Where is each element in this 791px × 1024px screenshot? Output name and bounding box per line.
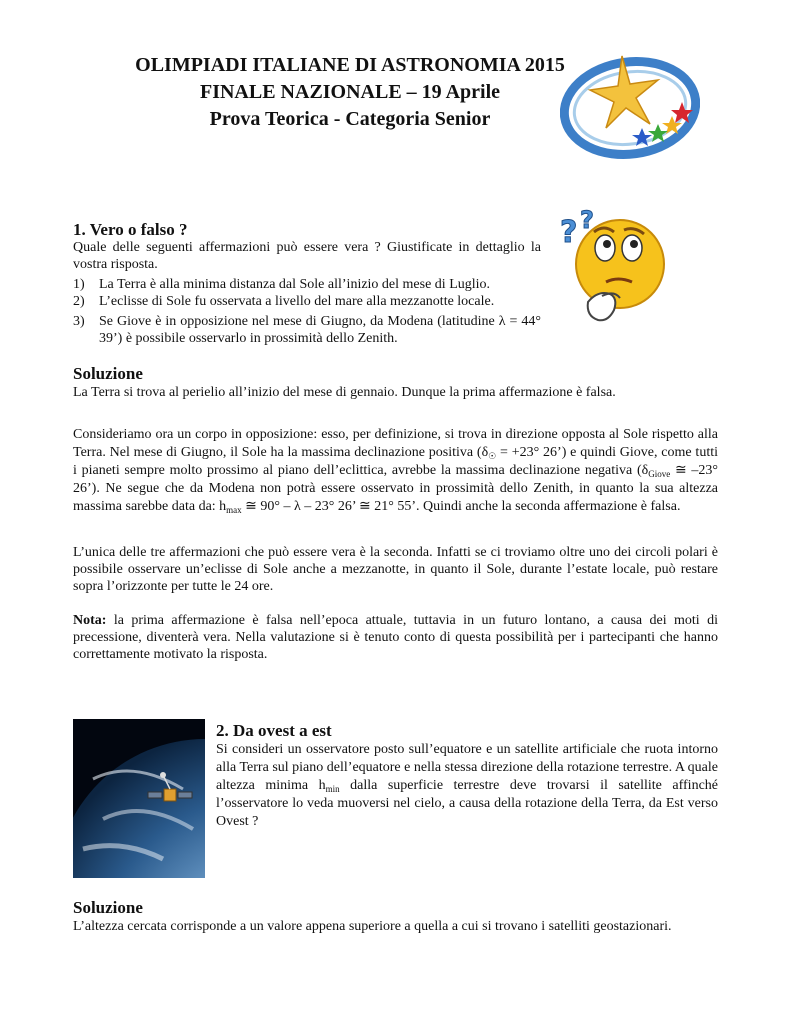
hmax-subscript: max — [226, 505, 242, 515]
sol1-paragraph-2 — [73, 426, 718, 516]
sun-symbol-subscript: ☉ — [488, 451, 497, 461]
nota-text: la prima affermazione è falsa nell’epoca attuale, tuttavia in un futuro lontano, a causa dei moti di precessione, diventerà vera. Nella valutazione si è tenuto conto di questa possibilità per i partecipanti che hanno correttamente motivato la risposta. — [73, 613, 718, 662]
svg-text:?: ? — [580, 206, 594, 234]
q1-intro: Quale delle seguenti affermazioni può essere vera ? Giustificate in dettaglio la vostra risposta. — [73, 240, 541, 272]
giove-subscript: Giove — [648, 469, 671, 479]
q1-item-number: 2) — [73, 294, 85, 309]
title-line-3: Prova Teorica - Categoria Senior — [209, 108, 491, 130]
q1-item-text: L’eclisse di Sole fu osservata a livello del mare alla mezzanotte locale. — [99, 294, 495, 309]
sol1-nota — [73, 612, 718, 663]
sol1-p2-part-d: ≅ 90° – λ – 23° 26’ ≅ 21° 55’. Quindi anche la seconda affermazione è falsa. — [241, 499, 681, 514]
q2-heading: 2. Da ovest a est — [216, 721, 332, 740]
q1-heading: 1. Vero o falso ? — [73, 220, 188, 239]
hmin-subscript: min — [325, 784, 340, 794]
sol1-heading: Soluzione — [73, 364, 143, 383]
q1-item-number: 3) — [73, 314, 85, 329]
sol1-p2-part-c: ≅ –23° 26’). Ne segue che da Modena non potrà essere osservato in prossimità dello Zenith, in quanto la sua altezza massima sarebbe data da: h — [73, 463, 718, 514]
q2-text-part-a: Si consideri un osservatore posto sull’equatore e un satellite artificiale che ruota intorno alla Terra sul piano dell’equatore e nella stessa direzione della rotazione terrestre. A quale altezza minima h — [216, 742, 718, 793]
sol1-paragraph-3: L’unica delle tre affermazioni che può essere vera è la seconda. Infatti se ci troviamo oltre uno dei circoli polari è possibile osservare un’eclisse di Sole anche a mezzanotte, in quanto il Sole, durante l’estate locale, può restare sopra l’orizzonte per tutte le 24 ore. — [73, 545, 718, 594]
sol1-p2-part-a: Consideriamo ora un corpo in opposizione: esso, per definizione, si trova in direzione opposta al Sole rispetto alla Terra. Nel mese di Giugno, il Sole ha la massima declinazione positiva (δ — [73, 427, 718, 460]
nota-label: Nota: — [73, 613, 107, 628]
sol1-paragraph-1: La Terra si trova al perielio all’inizio del mese di gennaio. Dunque la prima affermazione è falsa. — [73, 385, 616, 400]
q1-item-text: Se Giove è in opposizione nel mese di Giugno, da Modena (latitudine λ = 44° 39’) è possibile osservarlo in prossimità dello Zenith. — [99, 314, 541, 346]
sol2-heading: Soluzione — [73, 898, 143, 917]
title-line-1: OLIMPIADI ITALIANE DI ASTRONOMIA 2015 — [135, 54, 565, 76]
sol2-paragraph-1: L’altezza cercata corrisponde a un valore appena superiore a quella a cui si trovano i satelliti geostazionari. — [73, 919, 672, 934]
svg-text:?: ? — [560, 215, 578, 250]
q1-item-number: 1) — [73, 277, 85, 292]
olympiad-logo-icon — [560, 52, 700, 164]
q2-text-part-b: dalla superficie terrestre deve trovarsi il satellite affinché l’osservatore lo veda muoversi nel cielo, a causa della rotazione della Terra, da Est verso Ovest ? — [216, 778, 718, 829]
thinking-smiley-icon — [558, 202, 670, 330]
earth-satellite-image — [73, 719, 205, 878]
q1-item-text: La Terra è alla minima distanza dal Sole all’inizio del mese di Luglio. — [99, 277, 491, 292]
title-line-2: FINALE NAZIONALE – 19 Aprile — [199, 81, 501, 103]
q2-text — [216, 741, 718, 831]
sol1-p2-part-b: = +23° 26’) e quindi Giove, come tutti i pianeti sempre molto prossimo al piano dell’eclittica, avrebbe la massima declinazione negativa (δ — [73, 445, 718, 478]
